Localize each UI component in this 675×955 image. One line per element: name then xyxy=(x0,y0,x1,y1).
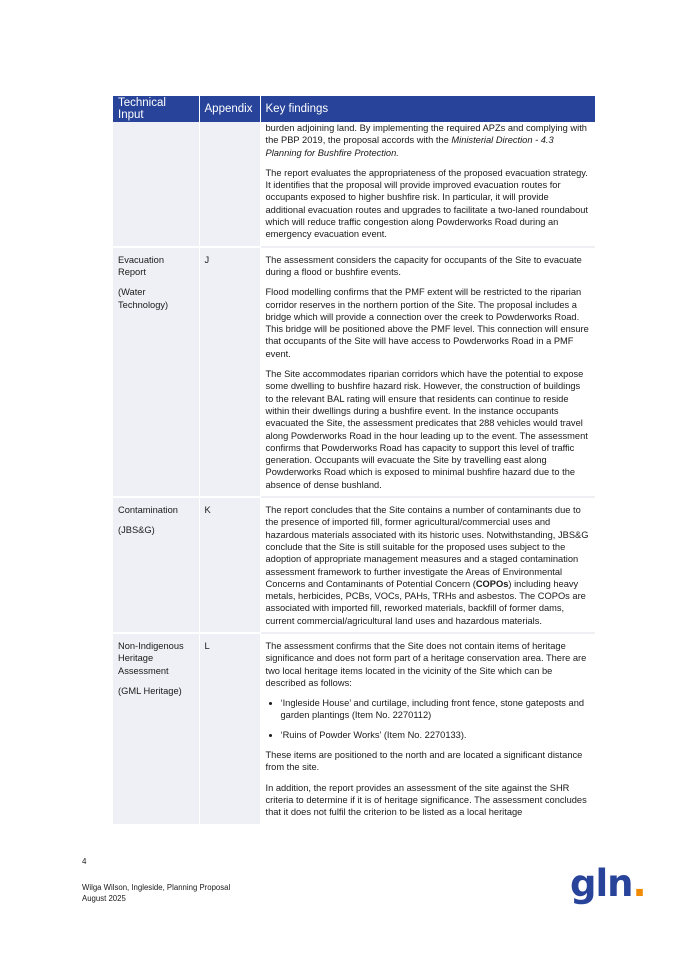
key-findings-cell xyxy=(260,122,595,247)
heritage-items-list xyxy=(266,697,591,741)
input-name: Contamination xyxy=(118,505,178,516)
appendix-cell: K xyxy=(199,497,260,633)
technical-input-cell xyxy=(113,247,199,497)
finding-paragraph: The report concludes that the Site contains a number of contaminants due to the presence of imported fill, former agricultural/commercial uses and hazardous materials associated with its historic uses. Notwithstanding, JBS&G conclude that the Site is still suitable for the proposed uses subject to the adoption of appropriate management measures and a staged contamination assessment framework to further investigate the Areas of Environmental Concerns and Contaminants of Potential Concern (COPOs) including heavy metals, herbicides, PCBs, VOCs, PAHs, TRHs and asbestos. The COPOs are associated with imported fill, reworked materials, backfill of former dams, current commercial/agricultural land uses and hazardous materials. xyxy=(265,505,589,626)
list-item: • ‘Ingleside House’ and curtilage, including front fence, stone gateposts and garden plantings (Item No. 2270112) xyxy=(281,697,591,722)
gln-logo xyxy=(570,862,646,906)
findings-table xyxy=(113,96,595,824)
finding-paragraph: Flood modelling confirms that the PMF extent will be restricted to the riparian corridor reserves in the northern portion of the Site. The proposal includes a bridge which will provide a connection over the creek to Powderworks Road. This bridge will be positioned above the PMF level. This connection will ensure that occupants of the Site will have access to Powderworks Road in a PMF event. xyxy=(265,287,589,359)
logo-dot: . xyxy=(632,862,646,905)
column-header-key-findings: Key findings xyxy=(260,96,595,122)
table-row xyxy=(113,497,595,633)
key-findings-cell xyxy=(260,247,595,497)
finding-paragraph: These items are positioned to the north and are located a significant distance from the site. xyxy=(265,750,583,773)
appendix-cell xyxy=(199,122,260,247)
table-row xyxy=(113,633,595,824)
key-findings-cell xyxy=(260,497,595,633)
table-row xyxy=(113,247,595,497)
finding-paragraph: The Site accommodates riparian corridors which have the potential to expose some dwelling to bushfire hazard risk. However, the construction of buildings to the relevant BAL rating will ensure that residents can continue to reside within their dwellings during a bushfire event. In the instance occupants evacuated the Site, the assessment predicates that 288 vehicles would travel along Powderworks Road in the hour leading up to the event. The assessment confirms that Powderworks Road has capacity to support this level of traffic generation. Occupants will evacuate the Site by travelling east along Powderworks Road which is exposed to minimal bushfire hazard due to the absence of dense bushland. xyxy=(265,369,588,490)
page-number: 4 xyxy=(82,857,87,866)
column-header-technical-input: Technical Input xyxy=(113,96,199,122)
column-header-appendix: Appendix xyxy=(199,96,260,122)
finding-paragraph: burden adjoining land. By implementing the required APZs and complying with the PBP 2019, the proposal accords with the Ministerial Direction - 4.3 Planning for Bushfire Protection. xyxy=(265,123,587,158)
footer-date: August 2025 xyxy=(82,894,126,903)
input-author: (Water Technology) xyxy=(118,287,169,310)
logo-text: gln xyxy=(570,862,633,905)
finding-paragraph: In addition, the report provides an assessment of the site against the SHR criteria to determine if it is of heritage significance. The assessment concludes that it does not fulfil the criterion to be listed as a local heritage xyxy=(265,782,587,818)
list-item: • ‘Ruins of Powder Works’ (Item No. 2270133). xyxy=(281,729,591,741)
input-name: Non-Indigenous Heritage Assessment xyxy=(118,640,184,676)
key-findings-cell xyxy=(260,633,595,824)
technical-input-cell xyxy=(113,633,199,824)
input-author: (GML Heritage) xyxy=(118,685,182,696)
finding-paragraph: The report evaluates the appropriateness of the proposed evacuation strategy. It identifies that the proposal will provide improved evacuation routes for occupants exposed to higher bushfire risk. In particular, it will provide additional evacuation routes and upgrades to facilitate a two-laned roundabout which will reduce traffic congestion along Powderworks Road during an emergency evacuation event. xyxy=(265,167,589,240)
input-author: (JBS&G) xyxy=(118,525,155,536)
footer-title: Wilga Wilson, Ingleside, Planning Proposal xyxy=(82,883,231,892)
finding-paragraph: The assessment confirms that the Site does not contain items of heritage significance and does not form part of a heritage conservation area. There are two local heritage items located in the vicinity of the Site which can be described as follows: xyxy=(265,640,587,688)
table-row xyxy=(113,122,595,247)
technical-input-cell xyxy=(113,122,199,247)
input-name: Evacuation Report xyxy=(118,254,164,277)
document-footer xyxy=(82,882,230,904)
appendix-cell: J xyxy=(199,247,260,497)
table-header-row xyxy=(113,96,595,122)
technical-input-cell xyxy=(113,497,199,633)
appendix-cell: L xyxy=(199,633,260,824)
finding-paragraph: The assessment considers the capacity for occupants of the Site to evacuate during a flood or bushfire events. xyxy=(265,254,582,277)
